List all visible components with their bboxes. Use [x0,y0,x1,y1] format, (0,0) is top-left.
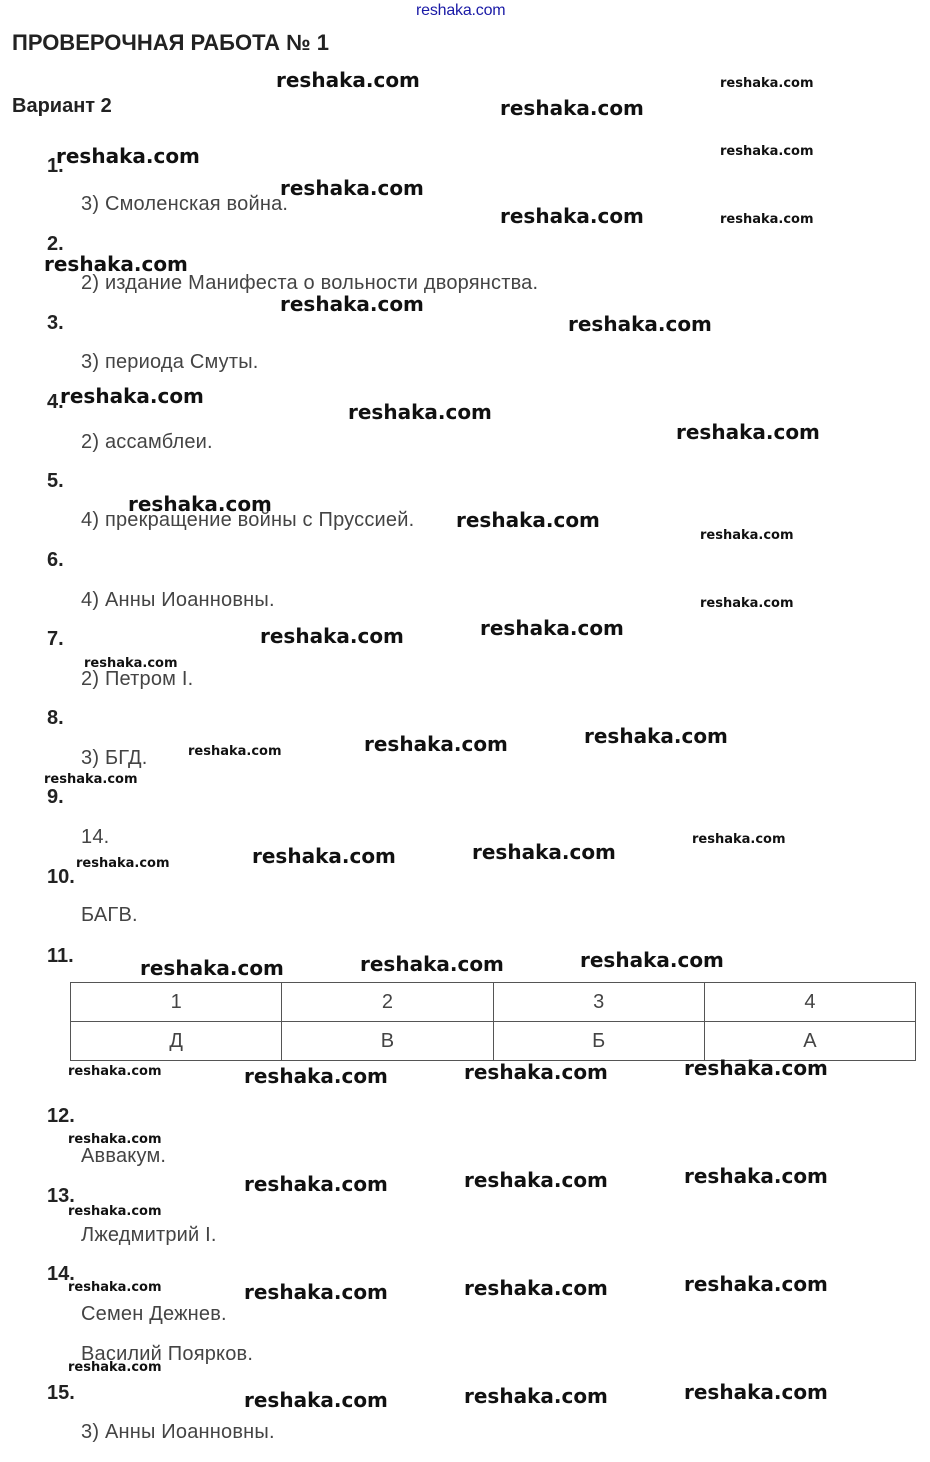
table-cell: 2 [282,983,493,1022]
watermark: reshaka.com [364,732,508,756]
watermark: reshaka.com [60,384,204,408]
answer-text: 2) издание Манифеста о вольности дворянства. [81,272,539,294]
question-number: 11. [47,945,74,967]
watermark: reshaka.com [360,952,504,976]
watermark: reshaka.com [56,144,200,168]
question-number: 2. [47,233,64,255]
answer-text: 3) периода Смуты. [81,351,259,373]
answer-text: 14. [81,826,110,848]
watermark: reshaka.com [128,492,272,516]
table-cell: Б [493,1022,704,1061]
table-row [71,1022,916,1061]
watermark: reshaka.com [68,1204,162,1219]
table-cell: 4 [704,983,915,1022]
watermark: reshaka.com [720,212,814,227]
table-header-row [71,983,916,1022]
watermark: reshaka.com [464,1168,608,1192]
watermark: reshaka.com [500,204,644,228]
question-number: 5. [47,470,64,492]
watermark: reshaka.com [684,1380,828,1404]
answer-text: 3) Смоленская война. [81,193,289,215]
watermark: reshaka.com [244,1388,388,1412]
watermark: reshaka.com [456,508,600,532]
table-cell: А [704,1022,915,1061]
answer-text: 3) БГД. [81,747,148,769]
watermark: reshaka.com [464,1276,608,1300]
watermark: reshaka.com [568,312,712,336]
question-number: 4. [47,391,64,413]
question-number: 15. [47,1382,75,1404]
watermark: reshaka.com [684,1056,828,1080]
watermark: reshaka.com [260,624,404,648]
watermark: reshaka.com [44,252,188,276]
answer-text: Аввакум. [81,1145,167,1167]
watermark: reshaka.com [280,292,424,316]
page-title: ПРОВЕРОЧНАЯ РАБОТА № 1 [12,30,330,55]
watermark: reshaka.com [244,1280,388,1304]
watermark: reshaka.com [500,96,644,120]
question-number: 10. [47,866,75,888]
watermark: reshaka.com [348,400,492,424]
table-cell: Д [71,1022,282,1061]
watermark: reshaka.com [84,656,178,671]
answer-text: 2) Петром I. [81,668,194,690]
question-number: 1. [47,155,64,177]
watermark: reshaka.com [244,1172,388,1196]
answer-text: 4) Анны Иоанновны. [81,589,275,611]
watermark: reshaka.com [252,844,396,868]
answer-table [70,982,916,1061]
answer-text: 2) ассамблеи. [81,431,213,453]
answer-text: Семен Дежнев. [81,1303,227,1325]
watermark: reshaka.com [720,144,814,159]
watermark: reshaka.com [700,528,794,543]
watermark: reshaka.com [44,772,138,787]
watermark: reshaka.com [700,596,794,611]
answer-text: Василий Поярков. [81,1343,254,1365]
question-number: 9. [47,786,64,808]
watermark: reshaka.com [580,948,724,972]
watermark: reshaka.com [720,76,814,91]
watermark: reshaka.com [280,176,424,200]
answer-text: БАГВ. [81,904,138,926]
watermark: reshaka.com [684,1164,828,1188]
watermark: reshaka.com [68,1280,162,1295]
answer-text: 4) прекращение войны с Пруссией. [81,509,415,531]
answer-text: Лжедмитрий I. [81,1224,217,1246]
answer-text: 3) Анны Иоанновны. [81,1421,275,1443]
watermark: reshaka.com [692,832,786,847]
table-cell: 1 [71,983,282,1022]
watermark: reshaka.com [188,744,282,759]
question-number: 13. [47,1185,75,1207]
watermark: reshaka.com [68,1360,162,1375]
site-link[interactable]: reshaka.com [416,2,506,19]
table-cell: 3 [493,983,704,1022]
question-number: 14. [47,1263,75,1285]
question-number: 7. [47,628,64,650]
watermark: reshaka.com [464,1060,608,1084]
watermark: reshaka.com [676,420,820,444]
watermark: reshaka.com [584,724,728,748]
question-number: 3. [47,312,64,334]
question-number: 6. [47,549,64,571]
watermark: reshaka.com [68,1132,162,1147]
watermark: reshaka.com [68,1064,162,1079]
watermark: reshaka.com [244,1064,388,1088]
watermark: reshaka.com [140,956,284,980]
watermark: reshaka.com [684,1272,828,1296]
watermark: reshaka.com [480,616,624,640]
watermark: reshaka.com [472,840,616,864]
variant-heading: Вариант 2 [12,95,112,117]
watermark: reshaka.com [276,68,420,92]
watermark: reshaka.com [76,856,170,871]
table-cell: В [282,1022,493,1061]
question-number: 12. [47,1105,75,1127]
question-number: 8. [47,707,64,729]
watermark: reshaka.com [464,1384,608,1408]
